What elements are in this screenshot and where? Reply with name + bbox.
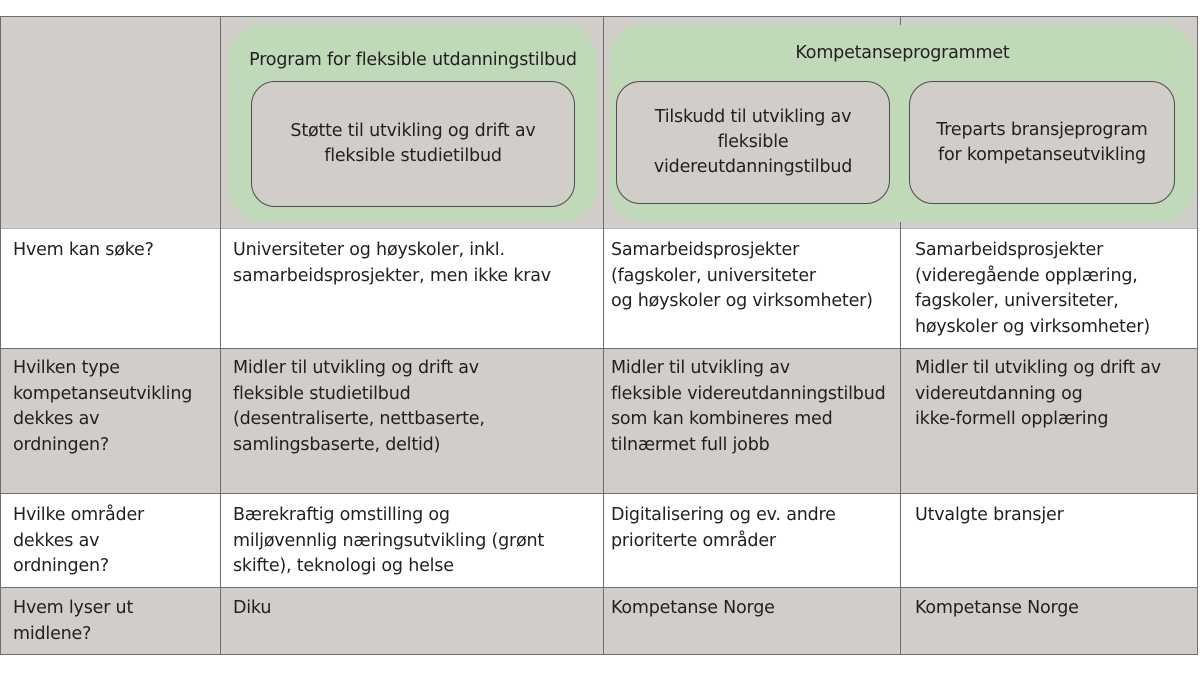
column-divider	[603, 16, 604, 655]
program-group-title: Kompetanseprogrammet	[795, 43, 1010, 63]
table-cell: Digitalisering og ev. andre prioriterte områder	[611, 505, 836, 551]
column-divider	[220, 16, 221, 655]
row-question: Hvem kan søke?	[13, 240, 154, 260]
table-cell: Midler til utvikling og drift av videreutdanning og ikke-formell opplæring	[915, 358, 1161, 429]
row-question: Hvilken type kompetanseutvikling dekkes av ordningen?	[13, 358, 193, 455]
table-border-bottom	[0, 654, 1198, 655]
column-divider	[900, 16, 901, 25]
row-question: Hvilke områder dekkes av ordningen?	[13, 505, 145, 576]
row-question: Hvem lyser ut midlene?	[13, 598, 134, 644]
program-group-title: Program for fleksible utdanningstilbud	[249, 50, 577, 70]
column-divider	[1197, 16, 1198, 655]
program-box: Treparts bransjeprogram for kompetanseutvikling	[909, 81, 1175, 204]
row-divider	[0, 493, 1198, 494]
table-cell: Kompetanse Norge	[611, 598, 775, 618]
program-box: Støtte til utvikling og drift av fleksible studietilbud	[251, 81, 575, 207]
column-divider	[0, 16, 1, 655]
program-box: Tilskudd til utvikling av fleksible videreutdanningstilbud	[616, 81, 890, 204]
table-cell: Bærekraftig omstilling og miljøvennlig næringsutvikling (grønt skifte), teknologi og helse	[233, 505, 545, 576]
table-cell: Samarbeidsprosjekter (fagskoler, universiteter og høyskoler og virksomheter)	[611, 240, 873, 311]
table-cell: Samarbeidsprosjekter (videregående opplæring, fagskoler, universiteter, høyskoler og virksomheter)	[915, 240, 1150, 337]
table-cell: Midler til utvikling av fleksible videreutdanningstilbud som kan kombineres med tilnærmet full jobb	[611, 358, 886, 455]
row-divider	[0, 228, 1198, 229]
table-cell: Universiteter og høyskoler, inkl. samarbeidsprosjekter, men ikke krav	[233, 240, 551, 286]
table-cell: Diku	[233, 598, 272, 618]
row-divider	[0, 348, 1198, 349]
row-divider	[0, 587, 1198, 588]
table-border-top	[0, 16, 1198, 17]
table-cell: Utvalgte bransjer	[915, 505, 1064, 525]
table-cell: Midler til utvikling og drift av fleksible studietilbud (desentraliserte, nettbaserte, samlingsbaserte, deltid)	[233, 358, 485, 455]
table-cell: Kompetanse Norge	[915, 598, 1079, 618]
